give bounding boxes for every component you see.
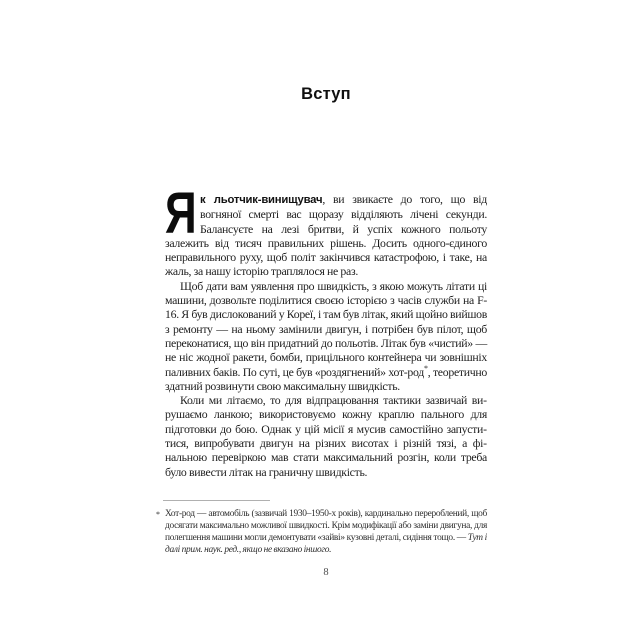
footnote-text: Хот-род — автомобіль (зазвичай 1930–1950-х років), кардинально перероблений, щоб досягати максимально можливої швидкості. Крім модифікації або заміни двигуна, для полегшення машини могли демонтувати «зайві» кузовні деталі, сидіння тощо. — (165, 508, 487, 544)
footnote-separator-rule (163, 500, 270, 501)
paragraph-1-text: , ви звикаєте до того, що від вогняної смерті вас щоразу відділяють лічені секунди. Балансуєте на лезі бритви, й успіх кожного польоту залежить від тисяч правильних рішень. Досить одного-єдиного неправильного руху, щоб політ закінчився катастрофою, і таке, на жаль, за нашу історію траплялося не раз. (165, 192, 487, 279)
page-number: 8 (323, 567, 329, 579)
paragraph-2-text-continued: , теоретично здатний розвинути свою максимальну швидкість. (165, 364, 487, 393)
text-column (156, 181, 487, 581)
footnote (156, 508, 487, 556)
paragraph-1 (165, 181, 487, 279)
paragraph-2-text: Щоб дати вам уявлення про швидкість, з якою можуть літати ці машини, дозвольте поділитися своєю історією з часів служби на F-16. Я був дислокований у Кореї, і там був літак, який щойно вийшов з ремонту — на ньому замінили двигун, і потрібен був пілот, щоб переконатися, що він придатний до польотів. Літак був «чистий» — не ніс жодної ракети, бомби, прицільного контейнера чи зовнішніх паливних баків. По суті, це був «роздягнений» хот-род (165, 278, 487, 379)
footnote-reference-marker: * (424, 363, 428, 373)
dropcap-letter: Я (165, 181, 197, 246)
paragraph-2 (165, 279, 487, 393)
lead-in-bold: к льотчик-винищувач (200, 194, 323, 206)
footnote-editor-note-italic: Тут і далі прим. наук. ред., якщо не вказано іншого. (165, 533, 487, 556)
chapter-title: Вступ (301, 85, 351, 103)
footnote-asterisk-marker: * (156, 509, 160, 519)
paragraph-3: Коли ми літаємо, то для відпрацювання тактики зазвичай вирушаємо ланкою; використовуємо кожну краплю пального для підготовки до бою. Однак у цій місії я мусив самостійно запуститися, випробувати двигун на різних висотах і різній тязі, а фінальною перевіркою мав стати максимальний розгін, коли треба було вивести літак на граничну швидкість. (165, 393, 487, 479)
